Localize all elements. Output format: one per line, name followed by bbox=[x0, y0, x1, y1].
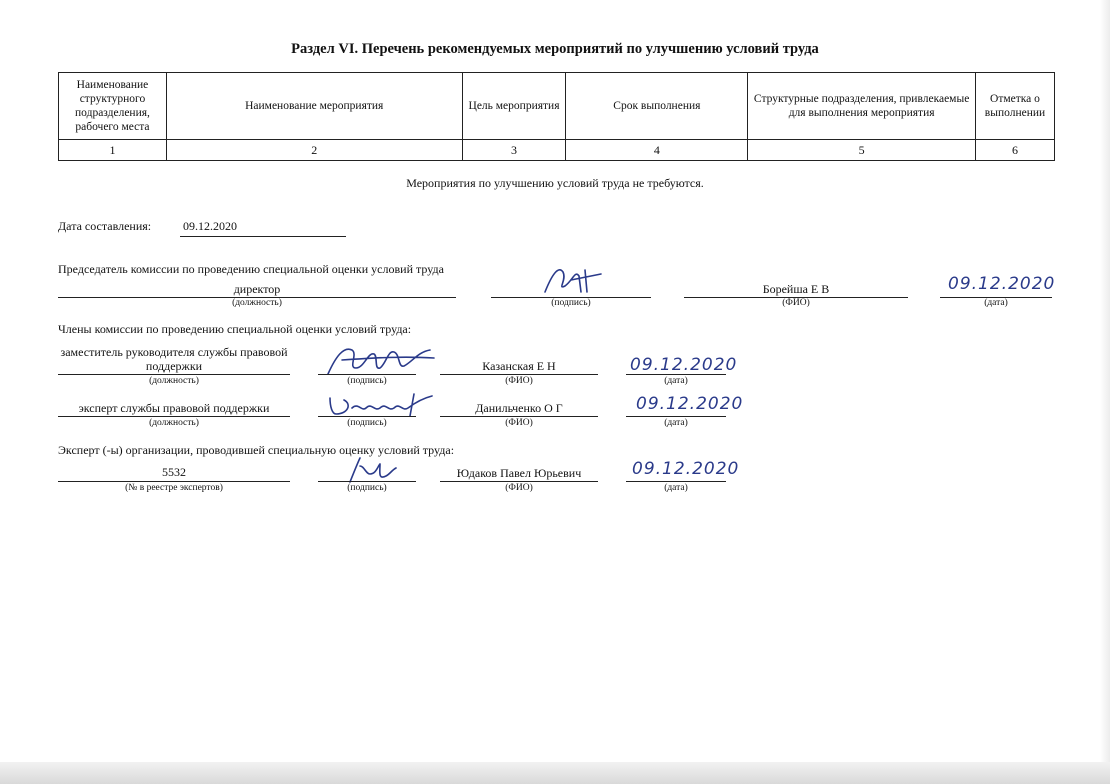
chairman-position: директор bbox=[233, 282, 281, 296]
chairman-date-caption: (дата) bbox=[984, 298, 1008, 308]
measures-table bbox=[58, 72, 1055, 161]
member1-position-caption: (должность) bbox=[149, 376, 199, 386]
header-cell-measure: Наименование мероприятия bbox=[166, 73, 462, 140]
header-cell-unit: Наименование структурного подразделения, рабочего места bbox=[59, 73, 167, 140]
members-heading: Члены комиссии по проведению специальной оценки условий труда: bbox=[58, 322, 412, 336]
header-cell-goal: Цель мероприятия bbox=[462, 73, 566, 140]
chairman-heading: Председатель комиссии по проведению специальной оценки условий труда bbox=[58, 262, 444, 276]
chairman-name: Борейша Е В bbox=[762, 282, 830, 296]
no-measures-note: Мероприятия по улучшению условий труда не требуются. bbox=[406, 176, 704, 190]
member2-name-caption: (ФИО) bbox=[505, 418, 533, 428]
member1-signature-line bbox=[318, 374, 416, 375]
member2-name-line bbox=[440, 416, 598, 417]
expert-heading: Эксперт (-ы) организации, проводившей специальную оценку условий труда: bbox=[58, 443, 455, 457]
expert-name: Юдаков Павел Юрьевич bbox=[456, 466, 582, 480]
column-number: 3 bbox=[462, 140, 566, 161]
member1-handwritten-date: 09.12.2020 bbox=[630, 355, 738, 375]
expert-registry-line bbox=[58, 481, 290, 482]
expert-signature-line bbox=[318, 481, 416, 482]
member1-position-line bbox=[58, 374, 290, 375]
chairman-handwritten-date: 09.12.2020 bbox=[948, 274, 1056, 294]
expert-registry-number: 5532 bbox=[162, 465, 186, 479]
member2-date-caption: (дата) bbox=[664, 418, 688, 428]
member2-position-line bbox=[58, 416, 290, 417]
column-number: 5 bbox=[748, 140, 976, 161]
column-number: 6 bbox=[975, 140, 1054, 161]
member2-date-line bbox=[626, 416, 726, 417]
member1-name-line bbox=[440, 374, 598, 375]
member1-date-line bbox=[626, 374, 726, 375]
member2-name: Данильченко О Г bbox=[475, 401, 563, 415]
chairman-signature bbox=[535, 262, 605, 300]
column-number: 1 bbox=[59, 140, 167, 161]
member1-name-caption: (ФИО) bbox=[505, 376, 533, 386]
header-cell-deadline: Срок выполнения bbox=[566, 73, 748, 140]
scan-bottom-edge bbox=[0, 762, 1110, 784]
member1-date-caption: (дата) bbox=[664, 376, 688, 386]
expert-name-caption: (ФИО) bbox=[505, 483, 533, 493]
header-cell-departments: Структурные подразделения, привлекаемые для выполнения мероприятия bbox=[748, 73, 976, 140]
table-number-row bbox=[59, 140, 1055, 161]
expert-date-line bbox=[626, 481, 726, 482]
expert-registry-caption: (№ в реестре экспертов) bbox=[125, 483, 223, 493]
member2-position-caption: (должность) bbox=[149, 418, 199, 428]
column-number: 4 bbox=[566, 140, 748, 161]
member2-position: эксперт службы правовой поддержки bbox=[78, 401, 270, 415]
expert-date-caption: (дата) bbox=[664, 483, 688, 493]
date-compiled-line bbox=[180, 236, 346, 237]
table-header-row bbox=[59, 73, 1055, 140]
date-compiled-value: 09.12.2020 bbox=[183, 219, 237, 233]
header-cell-completion: Отметка о выполнении bbox=[975, 73, 1054, 140]
section-title: Раздел VI. Перечень рекомендуемых мероприятий по улучшению условий труда bbox=[291, 41, 819, 57]
member2-signature-line bbox=[318, 416, 416, 417]
chairman-signature-caption: (подпись) bbox=[551, 298, 591, 308]
chairman-name-caption: (ФИО) bbox=[782, 298, 810, 308]
expert-signature-caption: (подпись) bbox=[347, 483, 387, 493]
chairman-position-caption: (должность) bbox=[232, 298, 282, 308]
member2-handwritten-date: 09.12.2020 bbox=[636, 394, 744, 414]
member1-name: Казанская Е Н bbox=[482, 359, 556, 373]
scan-right-edge bbox=[1100, 0, 1110, 784]
member1-position: заместитель руководителя службы правовой поддержки bbox=[60, 345, 288, 373]
expert-handwritten-date: 09.12.2020 bbox=[632, 459, 740, 479]
column-number: 2 bbox=[166, 140, 462, 161]
member1-signature-caption: (подпись) bbox=[347, 376, 387, 386]
member2-signature-caption: (подпись) bbox=[347, 418, 387, 428]
expert-name-line bbox=[440, 481, 598, 482]
date-compiled-label: Дата составления: bbox=[58, 219, 152, 233]
